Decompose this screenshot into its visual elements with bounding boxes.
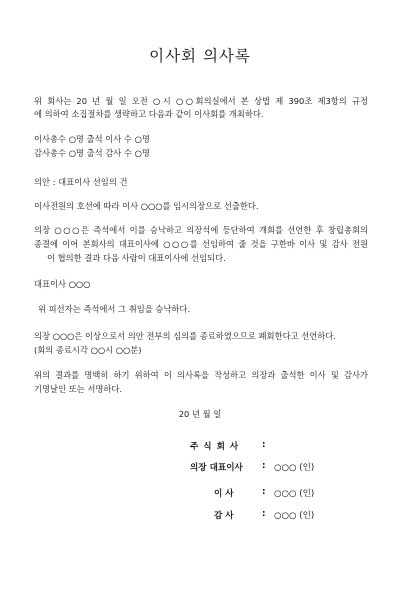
chair-value: ○○○ (인) [274,463,315,473]
closing-line2: (회의 종료시각 ○○시 ○○분) [34,345,142,355]
page-title: 이사회 의사록 [149,47,251,65]
director-label: 이 사 [214,489,234,499]
company-label: 주식회사 [190,442,244,452]
agenda-line: 의안 : 대표이사 선임의 건 [34,177,128,187]
main-paragraph-line2: 종결에 이어 본회사의 대표이사에 ○○○를 선임하여 줄 것을 구한바 이사 및 감사 전원 [34,239,368,249]
auditor-value: ○○○ (인) [274,511,315,521]
record-line1: 위의 결과를 명백히 하기 위하여 이 의사록을 작성하고 의장과 출석한 이사 및 감사가 [34,370,368,380]
director-value: ○○○ (인) [274,489,315,499]
record-line2: 기명날인 또는 서명하다. [34,384,123,394]
auditor-label: 감 사 [214,511,234,521]
chair-label: 의장 대표이사 [190,463,243,473]
main-paragraph-line1: 의장 ○○○은 즉석에서 이를 승낙하고 의장석에 등단하여 개회를 선언한 후 창립총회의 [34,225,368,235]
date-line: 20 년 월 일 [178,409,222,419]
temporary-chair-paragraph: 이사전원의 호선에 따라 이사 ○○○를 임시의장으로 선출한다. [34,201,259,211]
acceptance-line: 위 피선자는 즉석에서 그 취임을 승낙하다. [38,304,191,314]
auditor-colon: : [262,509,266,519]
chair-colon: : [262,461,266,471]
paragraph-opening-line2: 에 의하여 소집절차를 생략하고 다음과 같이 이사회를 개최하다. [34,109,264,119]
auditors-count-line: 감사총수 ○명 출석 감사 수 ○명 [34,148,150,158]
directors-count-line: 이사총수 ○명 출석 이사 수 ○명 [34,134,150,144]
paragraph-opening-line1: 위 회사는 20 년 월 일 오전 ○시 ○○회의실에서 본 상법 제 390조 제3항의 규정 [34,96,368,106]
director-colon: : [262,487,266,497]
company-colon: : [262,440,266,450]
closing-line1: 의장 ○○○은 이상으로서 의안 전부의 심의를 종료하였으므로 폐회한다고 선언하다. [34,331,336,341]
representative-director-line: 대표이사 ○○○ [34,279,91,289]
main-paragraph-line3: 이 협의한 결과 다음 사람이 대표이사에 선임되다. [47,253,226,263]
